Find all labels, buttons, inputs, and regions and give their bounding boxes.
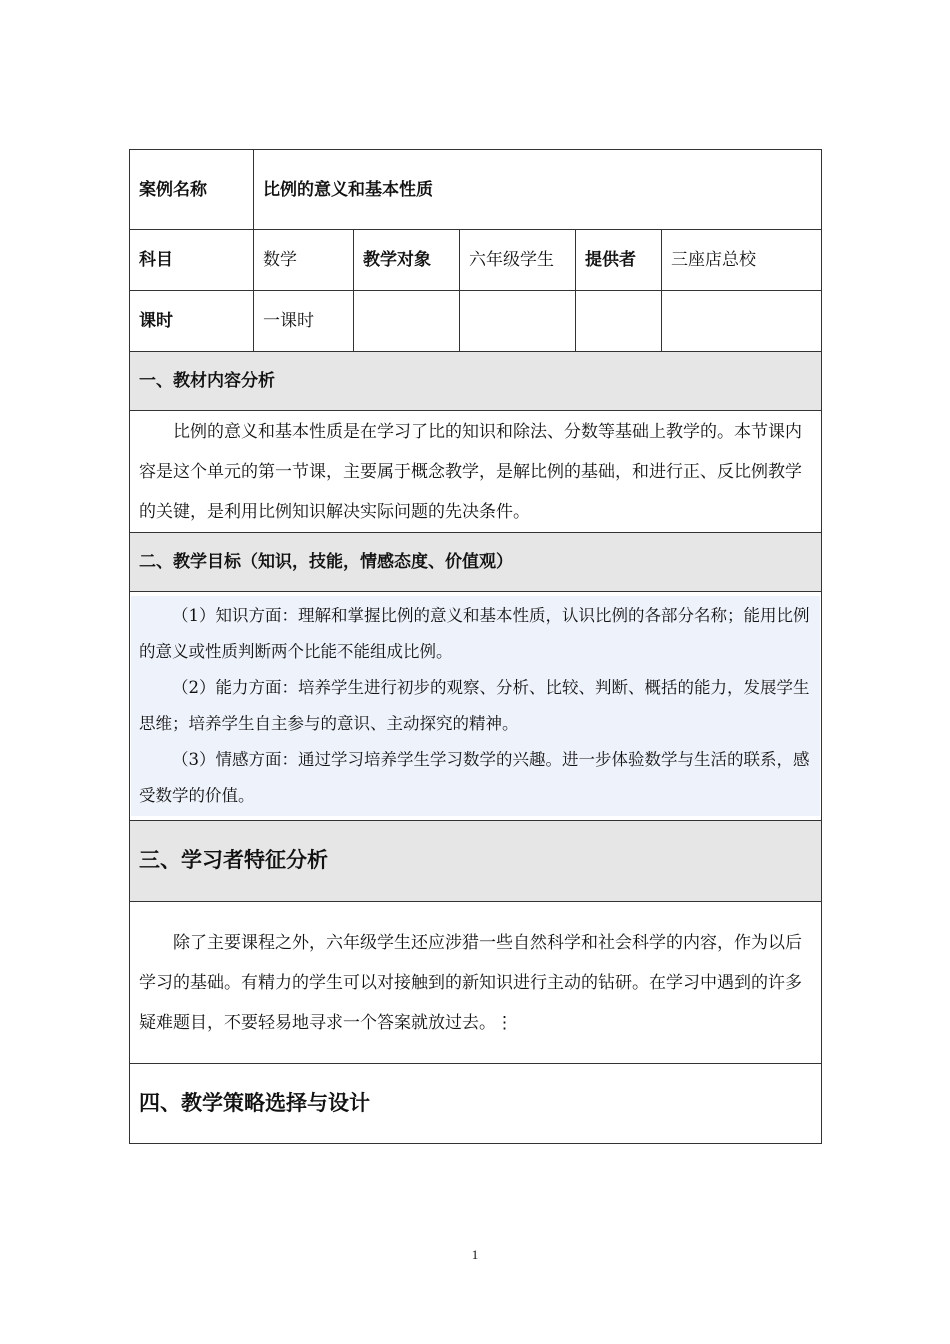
section-3-title: 三、学习者特征分析	[139, 848, 328, 872]
row-section-2-body	[130, 592, 822, 821]
case-name-label: 案例名称	[130, 150, 254, 230]
lesson-plan-table	[129, 149, 822, 1144]
goal-ability: （2）能力方面：培养学生进行初步的观察、分析、比较、判断、概括的能力，发展学生思维；培养学生自主参与的意识、主动探究的精神。	[139, 678, 810, 733]
goals-block	[131, 596, 820, 816]
section-2-title: 二、教学目标（知识，技能，情感态度、价值观）	[130, 533, 822, 592]
subject-label: 科目	[130, 230, 254, 291]
lesson-label: 课时	[130, 291, 254, 352]
row-section-4-heading	[130, 1064, 822, 1144]
page-number: 1	[471, 1247, 479, 1262]
row-section-3-body	[130, 902, 822, 1064]
row-subject	[130, 230, 822, 291]
section-3-text: 除了主要课程之外，六年级学生还应涉猎一些自然科学和社会科学的内容，作为以后学习的基础。有精力的学生可以对接触到的新知识进行主动的钻研。在学习中遇到的许多疑难题目，不要轻易地寻求一个答案就放过去。⋮	[139, 932, 802, 1033]
empty-cell	[354, 291, 460, 352]
subject-value: 数学	[254, 230, 354, 291]
row-section-3-heading	[130, 821, 822, 902]
row-section-2-heading	[130, 533, 822, 592]
row-section-1-heading	[130, 352, 822, 411]
empty-cell	[576, 291, 662, 352]
section-1-cell	[130, 411, 822, 533]
section-3-title-cell	[130, 821, 822, 902]
section-3-cell	[130, 902, 822, 1064]
provider-label: 提供者	[576, 230, 662, 291]
case-name-value: 比例的意义和基本性质	[254, 150, 822, 230]
goal-knowledge: （1）知识方面：理解和掌握比例的意义和基本性质，认识比例的各部分名称；能用比例的意义或性质判断两个比能不能组成比例。	[139, 606, 810, 661]
section-4-title-cell	[130, 1064, 822, 1144]
section-1-text: 比例的意义和基本性质是在学习了比的知识和除法、分数等基础上教学的。本节课内容是这个单元的第一节课，主要属于概念教学，是解比例的基础，和进行正、反比例教学的关键，是利用比例知识解决实际问题的先决条件。	[139, 421, 802, 522]
audience-label: 教学对象	[354, 230, 460, 291]
empty-cell	[460, 291, 576, 352]
lesson-value: 一课时	[254, 291, 354, 352]
row-section-1-body	[130, 411, 822, 533]
goal-emotion: （3）情感方面：通过学习培养学生学习数学的兴趣。进一步体验数学与生活的联系，感受数学的价值。	[139, 750, 810, 805]
section-2-cell	[130, 592, 822, 821]
row-case-name	[130, 150, 822, 230]
provider-value: 三座店总校	[662, 230, 822, 291]
section-1-title: 一、教材内容分析	[130, 352, 822, 411]
section-4-title: 四、教学策略选择与设计	[139, 1090, 370, 1115]
empty-cell	[662, 291, 822, 352]
audience-value: 六年级学生	[460, 230, 576, 291]
row-lesson	[130, 291, 822, 352]
